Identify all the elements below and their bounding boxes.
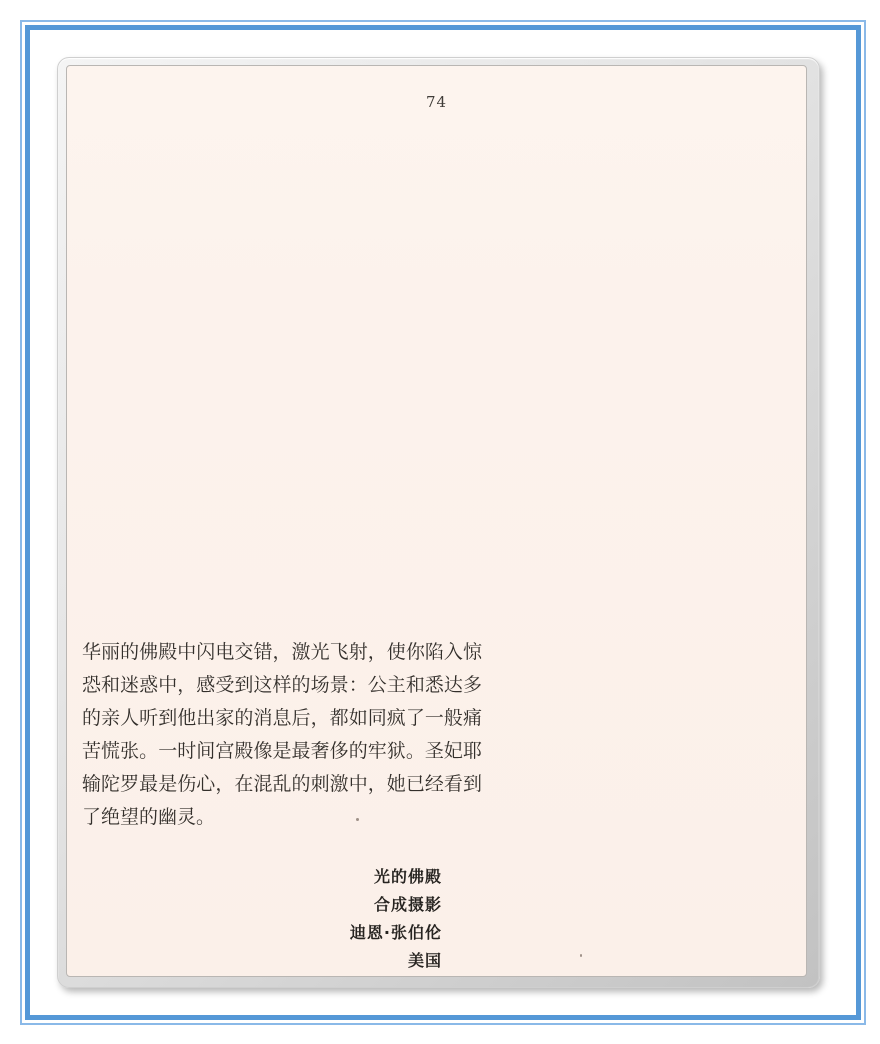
paragraph-line: 苦慌张。一时间宫殿像是最奢侈的牢狱。圣妃耶 (82, 740, 482, 762)
caption-title: 光的佛殿 (373, 867, 442, 886)
caption-country: 美国 (407, 951, 442, 970)
artwork-caption (67, 863, 442, 975)
paragraph-line: 华丽的佛殿中闪电交错，激光飞射，使你陷入惊 (82, 641, 482, 663)
scan-speck (356, 818, 359, 821)
page-number: 74 (425, 93, 448, 111)
scan-speck (580, 954, 582, 957)
page-content (66, 65, 807, 977)
paragraph-line: 恐和迷惑中，感受到这样的场景：公主和悉达多 (82, 674, 482, 696)
paragraph-line: 输陀罗最是伤心，在混乱的刺激中，她已经看到 (82, 773, 482, 795)
page-card (57, 57, 820, 988)
paragraph-line: 的亲人听到他出家的消息后，都如同疯了一般痛 (82, 707, 482, 729)
caption-artist: 迪恩·张伯伦 (349, 923, 442, 942)
paragraph-line: 了绝望的幽灵。 (82, 806, 216, 828)
caption-medium: 合成摄影 (373, 895, 442, 914)
body-paragraph (82, 636, 482, 834)
